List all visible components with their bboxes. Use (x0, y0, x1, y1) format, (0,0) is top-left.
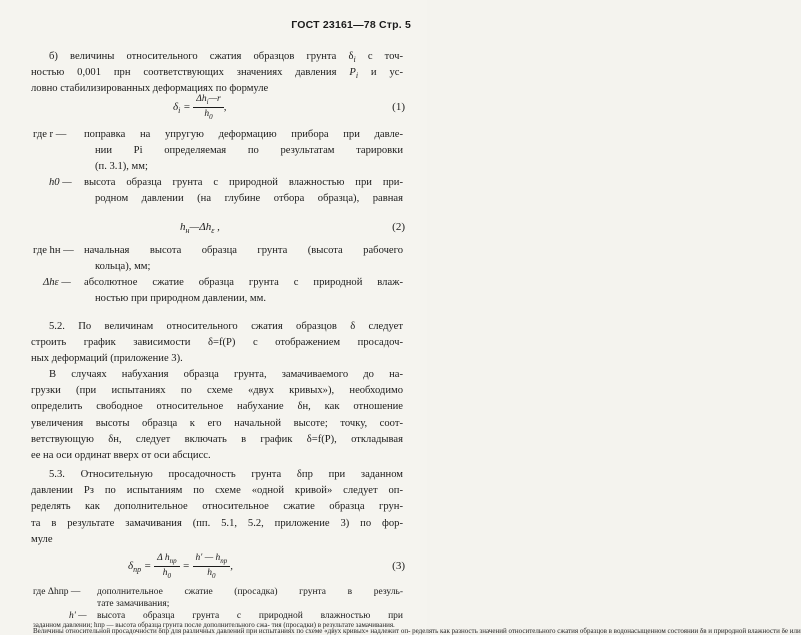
fraction: $\frac{\Delta h_{пр}}{h_0}$ (154, 553, 180, 580)
definition-row: заданном давлении; hпр — высота образца грунта после дополнительного сжа- тия (просадки) в результате замачивания. (33, 621, 395, 629)
text-line: строить график зависимости δ=f(P) с отображением просадоч- (31, 337, 403, 349)
definition-row: нии Pi определяемая по результатам тарировки (95, 145, 403, 156)
paragraph-b (31, 49, 403, 98)
paragraph-5-3 (31, 467, 403, 548)
text-line: 5.2. По величинам относительного сжатия образцов δ следует (49, 321, 403, 332)
definitions-3 (33, 586, 403, 622)
paragraph-last: Величины относительной просадочности δпр для различных давлений при испытаниях по схеме «двух кривых» надлежит оп- ределять как разность значений относительного сжатия образцов в водонасыщенном состоянии δв и природной влажности δе или (33, 627, 801, 635)
paragraph-5-2 (31, 319, 403, 368)
text-line: б) величины относительного сжатия образцов грунта $\delta_i$ с точ- (49, 51, 403, 65)
fraction: $\frac{h' — h_{пр}}{h_0}$ (193, 553, 231, 580)
definition-row: родном давлении (на глубине отбора образца), равная (95, 193, 403, 204)
text-line: ловно стабилизированных деформациях по формуле (31, 83, 269, 95)
definitions-1 (33, 127, 403, 207)
definition-row: где hн — начальная высота образца грунта (высота рабочего (33, 245, 403, 256)
text-line: ных деформаций (приложение 3). (31, 353, 183, 365)
definition-row: Δhε — абсолютное сжатие образца грунта с природной влаж- (43, 277, 403, 288)
definition-row: ностью при природном давлении, мм. (95, 293, 266, 304)
page-header: ГОСТ 23161—78 Стр. 5 (291, 19, 411, 31)
text-line: муле (31, 533, 53, 545)
definition-row: где Δhпр — дополнительное сжатие (просадка) грунта в резуль- (33, 587, 403, 597)
definition-row: где r — поправка на упругую деформацию прибора при давле- (33, 129, 403, 140)
text-line: та в результате замачивания (пп. 5.1, 5.2, приложение 3) по фор- (31, 517, 403, 529)
fraction: $\frac{\Delta h_i—r}{h_0}$ (193, 94, 223, 121)
equation-number-2: (2) (392, 221, 405, 233)
formula-3: $\delta_{пр}$ = $\frac{\Delta h_{пр}}{h_0}$ = $\frac{h' — h_{пр}}{h_0}$ , (128, 553, 234, 580)
text-line: давлении Pз по испытаниям по схеме «одной кривой» следует оп- (31, 485, 403, 497)
definition-row: тате замачивания; (97, 599, 170, 609)
text-line: ностью 0,001 прн соответствующих значениях давления $P_i$ и ус- (31, 67, 403, 81)
formula-2: $h_н—\Delta h_\varepsilon$ , (180, 221, 220, 236)
text-line: 5.3. Относительную просадочность грунта δпр при заданном (49, 469, 403, 480)
text-line: В случаях набухания образца грунта, замачиваемого до на- (49, 369, 403, 380)
definition-row: h' — высота образца грунта с природной влажностью при (69, 611, 403, 621)
text-line: грузки (при испытаниях по схеме «двух кривых»), необходимо (31, 385, 403, 397)
formula-1: $\delta_i$ = $\frac{\Delta h_i—r}{h_0}$ , (173, 94, 227, 121)
definitions-2 (33, 243, 403, 307)
definition-row: (п. 3.1), мм; (95, 161, 148, 172)
equation-number-1: (1) (392, 101, 405, 113)
definitions-3-continued (33, 621, 801, 635)
text-line: ветствующую δн, следует включать в график δ=f(P), откладывая (31, 433, 403, 445)
text-line: ределять как дополнительное относительное сжатие образца грун- (31, 501, 403, 513)
text-line: ее на оси ординат вверх от оси абсцисс. (31, 449, 211, 461)
text-line: определить свободное относительное набухание δн, как отношение (31, 401, 403, 413)
definition-row: h0 — высота образца грунта с природной влажностью при при- (49, 177, 403, 188)
text-line: увеличения высоты образца к его начальной высоте; точку, соот- (31, 417, 403, 429)
definition-row: кольца), мм; (95, 261, 151, 272)
equation-number-3: (3) (392, 560, 405, 572)
paragraph-swelling (31, 367, 403, 464)
